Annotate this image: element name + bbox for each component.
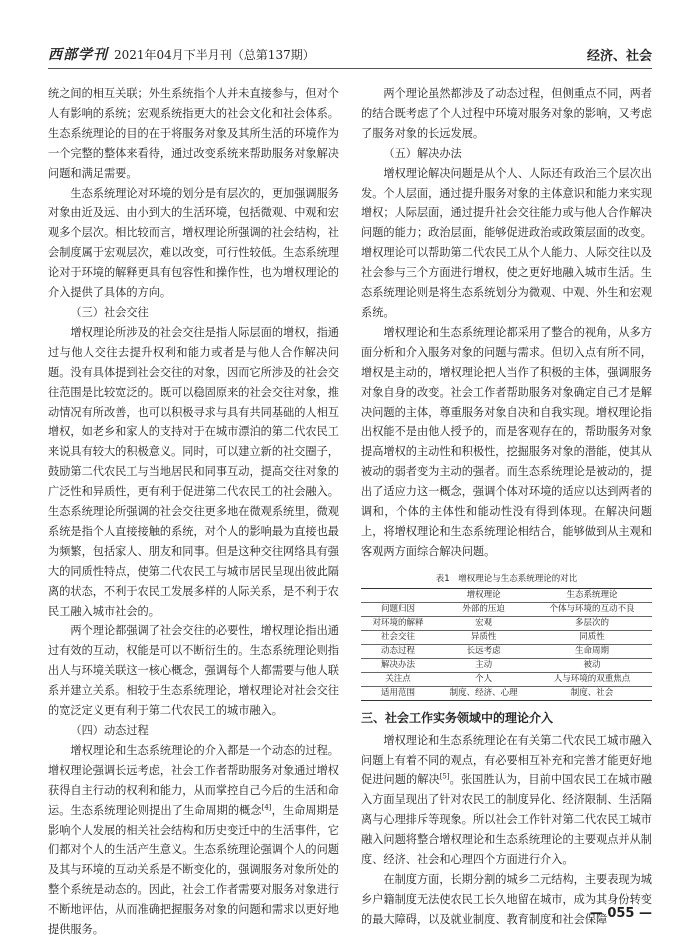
citation-ref: [5] bbox=[439, 772, 450, 781]
paragraph: 生态系统理论对环境的划分是有层次的，更加强调服务对象由近及远、由小到大的生活环境，包括微观、中观和宏观多个层次。相比较而言，增权理论所强调的社会结构，社会制度属于宏观层次，难以改变，可行性较低。生态系统理论对于环境的解释更具有包容性和操作性，也为增权理论的介入提供了具体的方向。 bbox=[48, 186, 339, 300]
paragraph-with-ref bbox=[361, 731, 652, 870]
table-cell: 宏观 bbox=[435, 616, 532, 630]
paragraph: 增权理论和生态系统理论都采用了整合的视角，从多方面分析和介入服务对象的问题与需求。但切入点有所不同，增权是主动的，增权理论把人当作了积极的主体，强调服务对象自身的改变。社会工作者帮助服务对象确定自己才是解决问题的主体，尊重服务对象自决和自我实现。增权理论指出权能不是由他人授予的，而是客观存在的，帮助服务对象提高增权的主动性和积极性，挖掘服务对象的潜能，使其从被动的弱者变为主动的强者。而生态系统理论是被动的，提出了适应力这一概念，强调个体对环境的适应以达到两者的调和，个体的主体性和能动性没有得到体现。在解决问题上，将增权理论和生态系统理论相结合，能够做到从主观和客观两方面综合解决问题。 bbox=[361, 325, 652, 558]
table-header-cell: 增权理论 bbox=[435, 588, 532, 602]
paragraph: 统之间的相互关联；外生系统指个人并未直接参与，但对个人有影响的系统；宏观系统指更大的社会文化和社会体系。生态系统理论的目的在于将服务对象及其所生活的环境作为一个完整的整体来看待，通过改变系统来帮助服务对象解决问题和满足需要。 bbox=[48, 87, 339, 180]
table-cell: 适用范围 bbox=[361, 686, 435, 700]
table-row bbox=[361, 630, 652, 644]
table-row bbox=[361, 616, 652, 630]
table-cell: 个人 bbox=[435, 672, 532, 686]
paragraph-text: 增权理论和生态系统理论在有关第二代农民工城市融入问题上有着不同的观点，有必要相互补充和完善才能更好地促进问题的解决 bbox=[361, 733, 652, 787]
table-cell: 外部的压迫 bbox=[435, 602, 532, 616]
table-header-cell bbox=[361, 588, 435, 602]
table-cell: 同质性 bbox=[532, 630, 652, 644]
subsection-title: （三）社会交往 bbox=[70, 305, 149, 319]
paragraph: 两个理论虽然都涉及了动态过程，但侧重点不同，两者的结合既考虑了个人过程中环境对服务对象的影响，又考虑了服务对象的长远发展。 bbox=[361, 87, 652, 140]
table-cell: 生命周期 bbox=[532, 644, 652, 658]
journal-logo: 西部学刊 bbox=[48, 47, 108, 63]
table-cell: 问题归因 bbox=[361, 602, 435, 616]
paragraph: 在制度方面，长期分割的城乡二元结构，主要表现为城乡户籍制度无法使农民工长久地留在城市，成为其身份转变的最大障碍，以及就业制度、教育制度和社会保障 bbox=[361, 873, 652, 926]
table-caption: 表1 增权理论与生态系统理论的对比 bbox=[435, 573, 578, 584]
table-row bbox=[361, 686, 652, 700]
paragraph-with-ref bbox=[48, 741, 339, 940]
paragraph-text: 。张国胜认为，目前中国农民工在城市融入方面呈现出了针对农民工的制度异化、经济限制、生活隔离与心理排斥等现象。所以社会工作针对第二代农民工城市融入问题将整合增权理论和生态系统理论的主要观点并从制度、经济、社会和心理四个方面进行介入。 bbox=[361, 773, 652, 867]
section-name: 经济、社会 bbox=[586, 49, 652, 64]
table-cell: 解决办法 bbox=[361, 658, 435, 672]
table-cell: 关注点 bbox=[361, 672, 435, 686]
subsection-title: （五）解决办法 bbox=[383, 146, 462, 160]
table-cell: 动态过程 bbox=[361, 644, 435, 658]
paragraph-text: 增权理论和生态系统理论的介入都是一个动态的过程。增权理论强调长远考虑，社会工作者帮助服务对象通过增权获得自主行动的权利和能力，从而掌控自己今后的生活和命运。生态系统理论则提出了生命周期的概念 bbox=[48, 743, 339, 817]
subsection-title: （四）动态过程 bbox=[70, 724, 149, 737]
paragraph-text: ，生命周期是影响个人发展的相关社会结构和历史变迁中的生活事件，它们都对个人的生活产生意义。生态系统理论强调个人的问题及其与环境的互动关系是不断变化的，强调服务对象所处的整个系统是动态的。因此，社会工作者需要对服务对象进行不断地评估，从而准确把握服务对象的问题和需求以更好地提供服务。 bbox=[48, 803, 339, 937]
page-header bbox=[48, 40, 652, 69]
paragraph: 增权理论所涉及的社会交往是指人际层面的增权，指通过与他人交往去提升权利和能力或者是与他人合作解决问题。没有具体提到社会交往的对象，因而它所涉及的社会交往范围是比较宽泛的。既可以稳固原来的社会交往对象，推动情况有所改善，也可以积极寻求与具有共同基础的人相互增权，如老乡和家人的支持对于在城市漂泊的第二代农民工来说具有较大的积极意义。同时，可以建立新的社交圈子，鼓励第二代农民工与当地居民和同事互动，提高交往对象的广泛性和异质性，更有利于促进第二代农民工的社会融入。生态系统理论所强调的社会交往更多地在微观系统里，微观系统是指个人直接接触的系统，对个人的影响最为直接也最为频繁，包括家人、朋友和同事。但是这种交往网络具有强大的同质性特点，使第二代农民工与城市居民呈现出彼此隔离的状态，不利于农民工发展多样的人际关系，是不利于农民工融入城市社会的。 bbox=[48, 325, 339, 618]
table-cell: 制度、经济、心理 bbox=[435, 686, 532, 700]
page-number: — 055 — bbox=[589, 906, 652, 921]
table-cell: 长远考虑 bbox=[435, 644, 532, 658]
table-header-cell: 生态系统理论 bbox=[532, 588, 652, 602]
table-cell: 多层次的 bbox=[532, 616, 652, 630]
right-column bbox=[361, 84, 652, 930]
table bbox=[361, 588, 652, 701]
table-header-row bbox=[361, 588, 652, 602]
table-row bbox=[361, 672, 652, 686]
table-row bbox=[361, 644, 652, 658]
paragraph: 增权理论解决问题是从个人、人际还有政治三个层次出发。个人层面，通过提升服务对象的主体意识和能力来实现增权；人际层面，通过提升社会交往能力或与他人合作解决问题的能力；政治层面，能够促进政治或政策层面的改变。增权理论可以帮助第二代农民工从个人能力、人际交往以及社会参与三个方面进行增权，使之更好地融入城市生活。生态系统理论则是将生态系统划分为微观、中观、外生和宏观系统。 bbox=[361, 166, 652, 319]
left-column bbox=[48, 84, 339, 940]
table-cell: 社会交往 bbox=[361, 630, 435, 644]
table-row bbox=[361, 602, 652, 616]
table-cell: 异质性 bbox=[435, 630, 532, 644]
table-cell: 主动 bbox=[435, 658, 532, 672]
issue-info: 2021年04月下半月刊（总第137期） bbox=[114, 48, 315, 62]
citation-ref: [4] bbox=[261, 802, 272, 811]
table-cell: 人与环境的双重焦点 bbox=[532, 672, 652, 686]
table-row bbox=[361, 658, 652, 672]
comparison-table bbox=[361, 572, 652, 701]
table-cell: 个体与环境的互动不良 bbox=[532, 602, 652, 616]
section-title: 三、社会工作实务领域中的理论介入 bbox=[361, 710, 554, 725]
table-cell: 被动 bbox=[532, 658, 652, 672]
table-cell: 制度、社会 bbox=[532, 686, 652, 700]
table-cell: 对环境的解释 bbox=[361, 616, 435, 630]
paragraph: 两个理论都强调了社会交往的必要性，增权理论指出通过有效的互动，权能是可以不断衍生的。生态系统理论则指出人与环境关联这一核心概念，强调每个人都需要与他人联系并建立关系。相较于生态系统理论，增权理论对社会交往的宽泛定义更有利于第二代农民工的城市融入。 bbox=[48, 624, 339, 718]
header-left bbox=[48, 44, 315, 64]
